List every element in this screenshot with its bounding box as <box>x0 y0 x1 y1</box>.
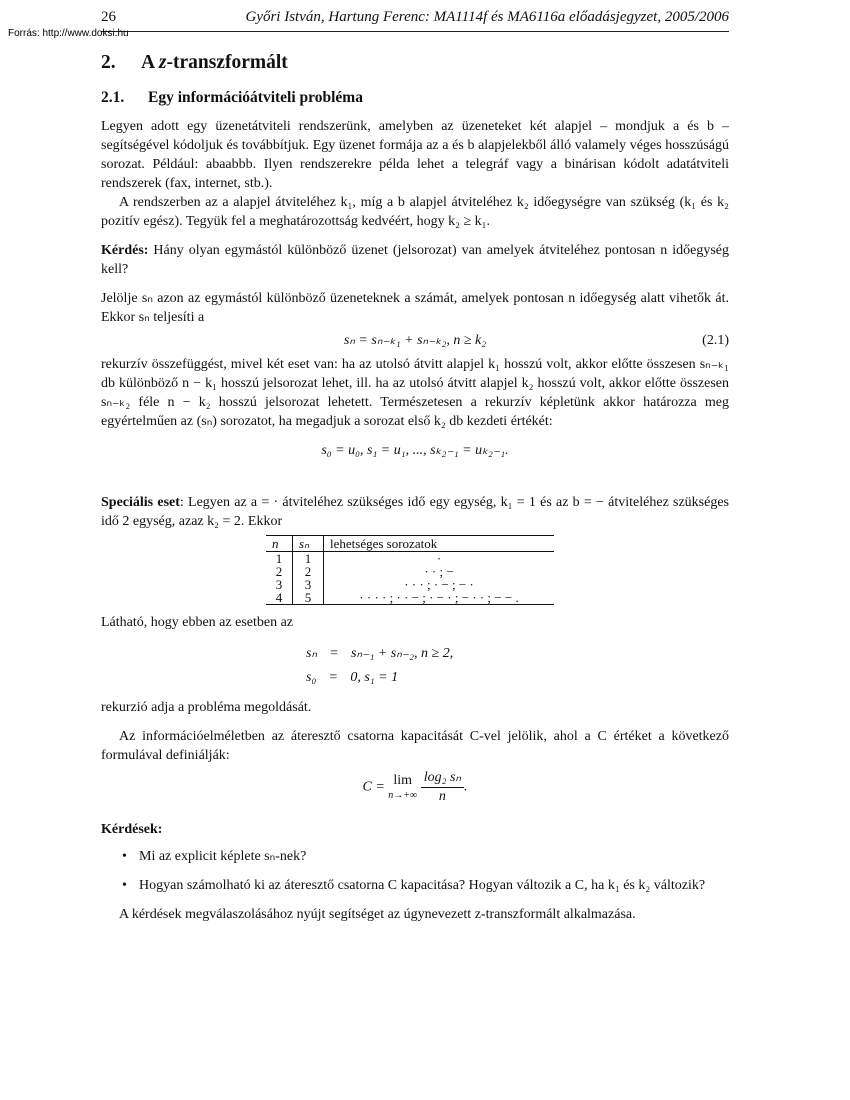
section-number: 2. <box>101 52 116 73</box>
paragraph-definition: Jelölje sₙ azon az egymástól különböző üzeneteknek a számát, amelyek pontosan n időegység alatt vihetők át. Ekkor sₙ teljesíti a <box>101 291 729 325</box>
table-cell-n: 3 <box>266 578 293 591</box>
section-title-var: z <box>158 52 167 73</box>
limit-operator <box>388 773 417 803</box>
subsection-heading <box>101 88 729 108</box>
fraction-numerator: log₂ sₙ <box>421 769 464 788</box>
table-cell-sequences: · · ; − <box>424 564 454 579</box>
page-header <box>101 9 729 32</box>
recursion-lhs-2: s₀ <box>306 670 317 685</box>
question-label: Kérdés: <box>101 243 149 258</box>
recursion-line-2 <box>306 666 729 690</box>
section-title-post: -transzformált <box>166 52 288 73</box>
question-item-text: Hogyan számolható ki az áteresztő csatorna C kapacitása? Hogyan változik a C, ha k₁ és k₂ változik? <box>139 878 706 893</box>
table-cell-n: 4 <box>266 591 293 605</box>
table-header-row <box>266 536 554 552</box>
table-header-sn: sₙ <box>293 536 324 552</box>
question-paragraph <box>101 241 729 279</box>
source-watermark: Forrás: http://www.doksi.hu <box>8 28 129 39</box>
recursion-rel-2: = <box>329 670 338 685</box>
table-header-n: n <box>266 536 293 552</box>
fraction-denominator: n <box>438 789 446 804</box>
paragraph-capacity: Az információelméletben az áteresztő csatorna kapacitását C-vel jelölik, ahol a C értéket a következő formulával definiálják: <box>101 729 729 763</box>
special-case-text: : Legyen az a = · átviteléhez szükséges idő egy egység, k₁ = 1 és az b = − átviteléhez szükséges idő 2 egység, azaz k₂ = 2. Ekkor <box>101 495 729 529</box>
section-heading <box>101 50 729 76</box>
capacity-tail: . <box>463 779 468 795</box>
table-cell-sequences: · · · ; · − ; − · <box>404 577 474 592</box>
capacity-formula <box>101 769 729 806</box>
special-case-label: Speciális eset <box>101 495 180 510</box>
questions-title: Kérdések: <box>101 822 163 837</box>
list-item <box>101 876 729 895</box>
paragraph-observation: Látható, hogy ebben az esetben az <box>101 615 294 630</box>
recursion-system <box>306 642 729 690</box>
paragraph-timing: A rendszerben az a alapjel átviteléhez k₁, míg a b alapjel átviteléhez k₂ időegységre van szükség (k₁ és k₂ pozitív egész). Tegyük fel a meghatározottság kedvéért, hogy k₂ ≥ k₁. <box>101 195 729 229</box>
initial-values-formula: s₀ = u₀, s₁ = u₁, ..., sₖ₂₋₁ = uₖ₂₋₁. <box>321 443 509 458</box>
limit-subscript: n→+∞ <box>388 789 418 801</box>
questions-list <box>101 847 729 895</box>
equation-formula: sₙ = sₙ₋ₖ₁ + sₙ₋ₖ₂, n ≥ k₂ <box>343 333 487 348</box>
paragraph-solution: rekurzió adja a probléma megoldását. <box>101 700 312 715</box>
question-item-text: Mi az explicit képlete sₙ-nek? <box>139 849 307 864</box>
subsection-number: 2.1. <box>101 89 125 106</box>
recursion-rel-1: = <box>330 646 338 661</box>
table-row <box>266 552 554 566</box>
recursion-lhs-1: sₙ <box>306 646 318 661</box>
section-title-pre: A <box>141 52 159 73</box>
table-cell-n: 2 <box>266 565 293 578</box>
table-cell-sn: 2 <box>293 565 324 578</box>
special-case-paragraph <box>101 493 729 531</box>
list-item <box>101 847 729 866</box>
limit-label: lim <box>393 772 413 788</box>
initial-values-equation <box>101 437 729 465</box>
question-text: Hány olyan egymástól különböző üzenet (jelsorozat) van amelyek átviteléhez pontosan n időegység kell? <box>101 243 729 277</box>
table-row <box>266 591 554 605</box>
paragraph-intro: Legyen adott egy üzenetátviteli rendszerünk, amelyben az üzeneteket két alapjel – mondjuk a és b – segítségével kódoljuk és továbbítjuk. Egy üzenet formája az a és b alapjelekből álló valamely véges hosszúságú sorozat. Például: abaabbb. Ilyen rendszerekre példa lehet a telegráf vagy a binárisan kódolt adatátviteli rendszerek (fax, internet, stb.). <box>101 119 729 191</box>
sequence-table <box>266 535 554 605</box>
bullet-icon: • <box>122 849 127 864</box>
capacity-lhs: C = <box>362 779 385 795</box>
subsection-title: Egy információátviteli probléma <box>148 89 363 106</box>
recursion-line-1 <box>306 642 729 666</box>
running-head: Győri István, Hartung Ferenc: MA1114f és MA6116a előadásjegyzet, 2005/2006 <box>245 9 729 25</box>
bullet-icon: • <box>122 878 127 893</box>
equation-2-1 <box>101 327 729 355</box>
closing-paragraph: A kérdések megválaszolásához nyújt segítséget az úgynevezett z-transzformált alkalmazása. <box>119 907 636 922</box>
table-cell-sn: 5 <box>293 591 324 605</box>
table-cell-n: 1 <box>266 552 293 566</box>
recursion-rhs-1: sₙ₋₁ + sₙ₋₂, n ≥ 2, <box>351 646 454 661</box>
equation-number: (2.1) <box>702 333 729 348</box>
page-number: 26 <box>101 9 116 25</box>
table-cell-sn: 1 <box>293 552 324 566</box>
table-cell-sequences: · · · · ; · · − ; · − · ; − · · ; − − . <box>324 591 555 605</box>
capacity-fraction <box>421 769 464 806</box>
table-cell-sequences: · <box>436 551 442 566</box>
table-header-sequences: lehetséges sorozatok <box>324 536 555 552</box>
table-cell-sn: 3 <box>293 578 324 591</box>
recursion-rhs-2: 0, s₁ = 1 <box>350 670 399 685</box>
document-body <box>101 50 729 924</box>
paragraph-recursion: rekurzív összefüggést, mivel két eset van: ha az utolsó átvitt alapjel k₁ hosszú volt, akkor előtte összesen sₙ₋ₖ₁ db különböző n − k₁ hosszú jelsorozat lehet, ill. ha az utolsó átvitt alapjel k₂ hosszú volt, akkor előtte összesen sₙ₋ₖ₂ féle n − k₂ hosszú jelsorozat lehetett. Természetesen a rekurzív képletünk akkor határozza meg egyértelműen az (sₙ) sorozatot, ha megadjuk a sorozat első k₂ db kezdeti értékét: <box>101 357 729 429</box>
